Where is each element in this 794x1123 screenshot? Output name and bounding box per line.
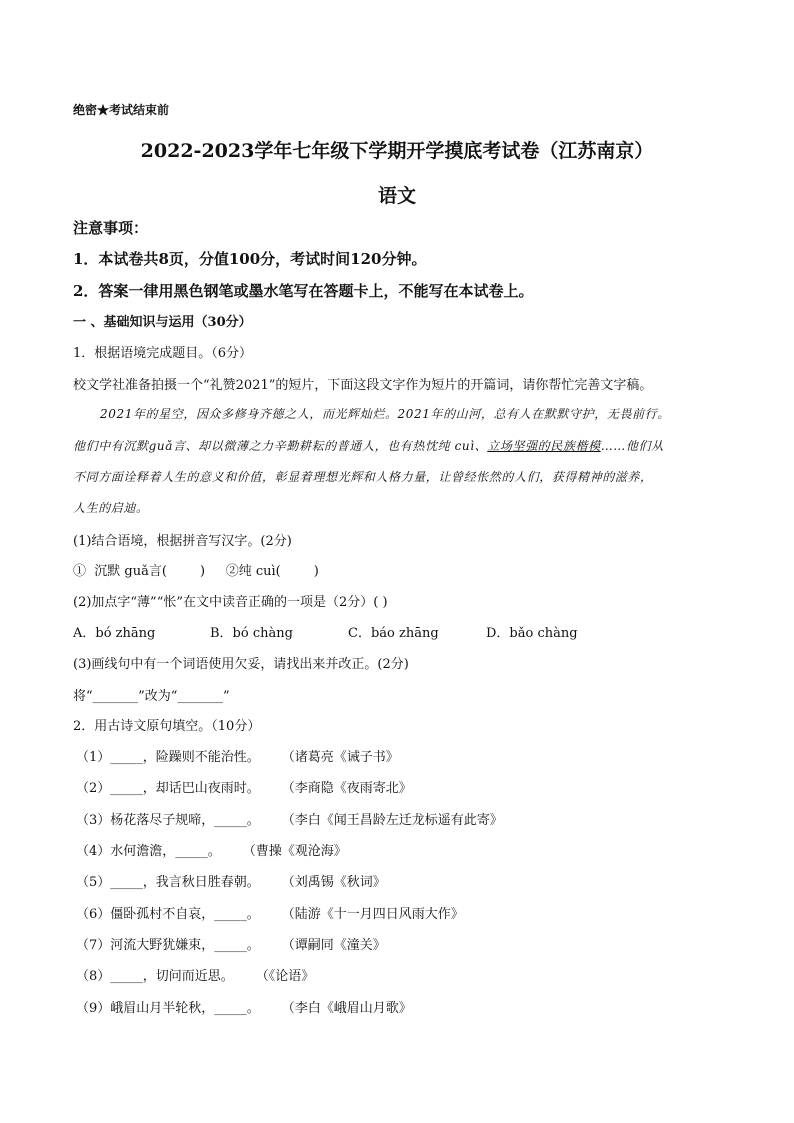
poem-text: （4）水何澹澹，_____。 xyxy=(76,844,221,859)
option-c[interactable]: C．báo zhāng xyxy=(348,626,439,641)
sub-question-3-blank: 将“_______”改为“_______” xyxy=(73,689,230,704)
sub-question-1: (1)结合语境，根据拼音写汉字。(2分) xyxy=(73,534,292,549)
notice-heading: 注意事项： xyxy=(73,219,149,237)
poem-item xyxy=(76,934,386,953)
poem-item xyxy=(76,903,464,922)
poem-source: （诸葛亮《诫子书》 xyxy=(281,750,399,765)
poem-source: （李商隐《夜雨寄北》 xyxy=(281,781,412,796)
answer-options xyxy=(73,622,733,642)
passage-line: 人生的启迪。 xyxy=(73,501,149,515)
poem-text: （1）_____，险躁则不能治性。 xyxy=(76,750,260,765)
poem-item xyxy=(76,997,412,1016)
sub-question-1-blanks: ① 沉默 guǎ言( ) ②纯 cuì( ) xyxy=(73,564,319,579)
poem-item xyxy=(76,840,347,859)
question-1-title: 1．根据语境完成题目。（6分） xyxy=(73,346,253,361)
poem-text: （3）杨花落尽子规啼，_____。 xyxy=(76,813,260,828)
option-a[interactable]: A．bó zhāng xyxy=(73,626,156,641)
poem-source: （陆游《十一月四日风雨大作》 xyxy=(281,907,464,922)
poem-item xyxy=(76,871,386,890)
poem-source: （谭嗣同《潼关》 xyxy=(281,938,386,953)
question-1-intro: 校文学社准备拍摄一个“礼赞2021”的短片，下面这段文字作为短片的开篇词，请你帮忙完善文字稿。 xyxy=(73,378,653,393)
notice-item: 1．本试卷共8页，分值100分，考试时间120分钟。 xyxy=(73,250,427,268)
poem-source: （刘禹锡《秋词》 xyxy=(281,875,386,890)
section-heading: 一 、基础知识与运用（30分） xyxy=(73,315,252,330)
question-2-title: 2．用古诗文原句填空。（10分） xyxy=(73,719,261,734)
poem-item xyxy=(76,965,314,984)
secret-label: 绝密★考试结束前 xyxy=(73,103,170,117)
option-d[interactable]: D．bǎo chàng xyxy=(486,626,578,641)
poem-text: （9）峨眉山月半轮秋，_____。 xyxy=(76,1001,260,1016)
poem-text: （5）_____，我言秋日胜春朝。 xyxy=(76,875,260,890)
passage-line xyxy=(73,437,664,454)
poem-item xyxy=(76,746,399,765)
notice-item: 2．答案一律用黑色钢笔或墨水笔写在答题卡上，不能写在本试卷上。 xyxy=(73,282,534,300)
subject-title: 语文 xyxy=(377,185,416,207)
poem-text: （7）河流大野犹嫌束，_____。 xyxy=(76,938,260,953)
poem-text: （6）僵卧孤村不自哀，_____。 xyxy=(76,907,260,922)
sub-question-3: (3)画线句中有一个词语使用欠妥，请找出来并改正。(2分) xyxy=(73,657,409,672)
passage-text: 他们中有沉默guǎ言、却以微薄之力辛勤耕耘的普通人，也有热忱纯 cuì、 xyxy=(73,439,488,453)
passage-line: 2021年的星空，因众多修身齐德之人，而光辉灿烂。2021年的山河，总有人在默默守护，无畏前行。 xyxy=(100,407,670,421)
underlined-sentence: 立场坚强的民族楷模 xyxy=(487,439,601,453)
poem-source: （《论语》 xyxy=(255,969,315,984)
poem-source: （李白《峨眉山月歌》 xyxy=(281,1001,412,1016)
option-b[interactable]: B．bó chàng xyxy=(210,626,293,641)
poem-item xyxy=(76,777,412,796)
poem-item xyxy=(76,809,503,828)
passage-text: ……他们从 xyxy=(600,439,664,453)
poem-source: （曹操《观沧海》 xyxy=(242,844,347,859)
exam-title: 2022-2023学年七年级下学期开学摸底考试卷（江苏南京） xyxy=(140,140,654,162)
poem-text: （2）_____，却话巴山夜雨时。 xyxy=(76,781,260,796)
sub-question-2: (2)加点字“薄”“怅”在文中读音正确的一项是（2分）( ) xyxy=(73,595,388,610)
poem-text: （8）_____，切问而近思。 xyxy=(76,969,234,984)
passage-line: 不同方面诠释着人生的意义和价值，彰显着理想光辉和人格力量，让曾经怅然的人们，获得精神的滋养， xyxy=(73,470,653,484)
poem-source: （李白《闻王昌龄左迁龙标遥有此寄》 xyxy=(281,813,503,828)
